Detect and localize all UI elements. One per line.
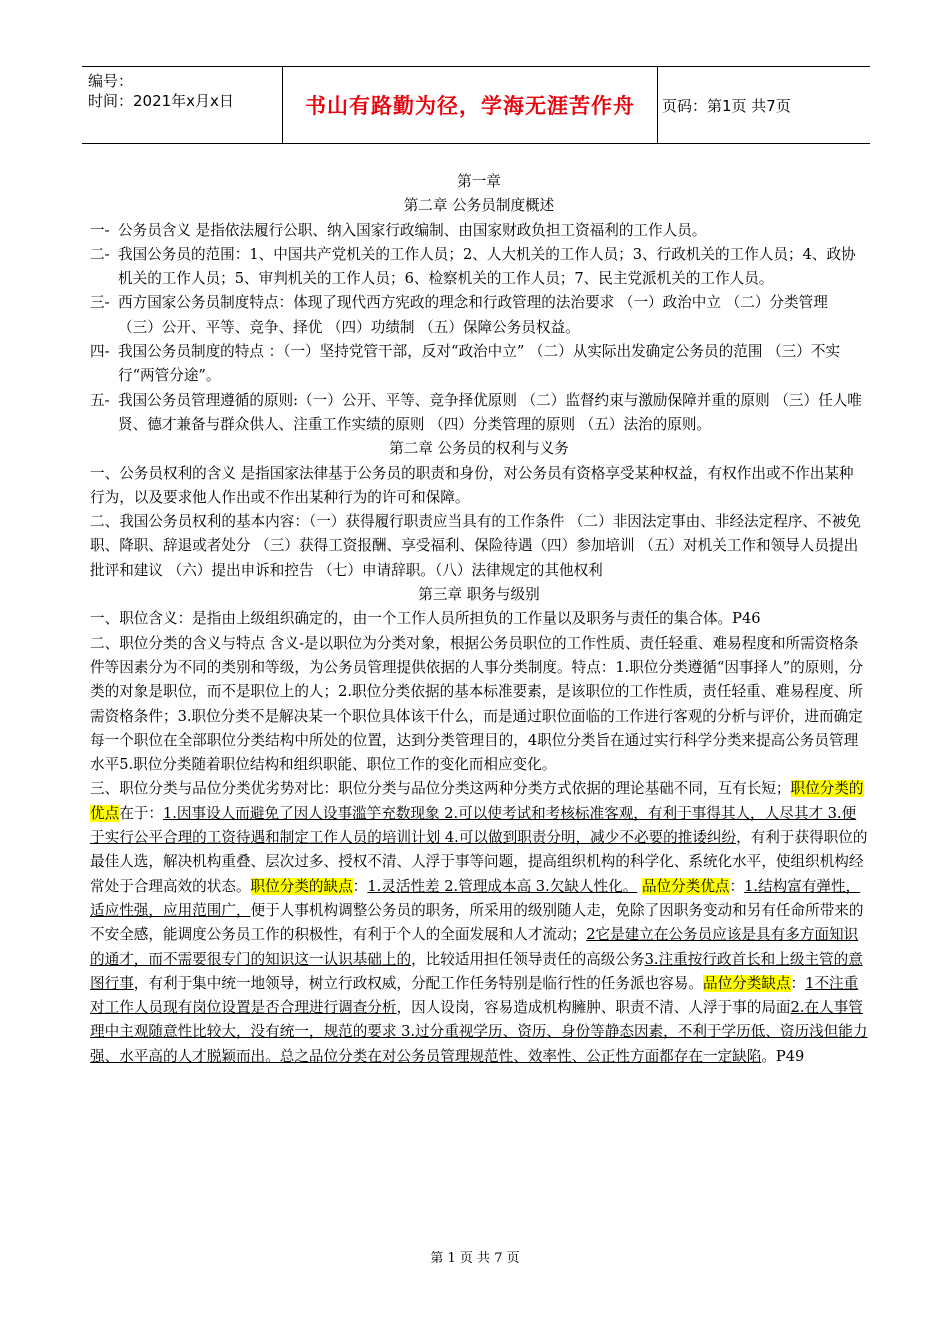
list-item-number: 三-	[90, 294, 110, 312]
text-run: ，有利于获得职位的最佳人选，解决机构重叠、层次过多、授权不清、人浮于事等问题，提高组织机构的科学化、系统化水平，使组织机构经常处于合理高效的状态。	[90, 829, 868, 895]
text-run: 便于人事机构调整公务员的职务，所采用的级别随人走，免除了因职务变动和另有任命所带来的不安全感，能调度公务员工作的积极性，有利于个人的全面发展和人才流动；	[90, 901, 864, 944]
list-item-number: 五-	[90, 391, 110, 409]
text-run: ：	[352, 877, 368, 895]
document-time-label: 时间：2021年x月x日	[88, 92, 234, 110]
underlined-text: 1不注重对工作人员现有岗位设置是否合理进行调查分析	[90, 974, 859, 1017]
document-number-label: 编号：	[88, 72, 134, 90]
chapter-title: 第二章 公务员的权利与义务	[389, 440, 569, 458]
text-run: ，因人设岗，容易造成机构臃肿、职责不清、人浮于事的局面	[396, 999, 791, 1017]
footer-page-number: 第 1 页 共 7 页	[430, 1251, 520, 1266]
text-run: 在于：	[119, 804, 163, 822]
underlined-text: 1.灵活性差 2.管理成本高 3.欠缺人性化。	[367, 877, 638, 895]
document-body	[90, 170, 868, 1069]
underlined-text: 1.因事设人而避免了因人设事滥竽充数现象 2.可以使考试和考核标准客观，有利于事得其人，人尽其才 3.便于实行公平合理的工资待遇和制定工作人员的培训计划 4.可以做到职责分明，减少不必要的推诿纠纷	[90, 804, 857, 847]
text-run: ：	[729, 877, 745, 895]
text-run: 三、职位分类与品位分类优劣势对比：职位分类与品位分类这两种分类方式依据的理论基础不同，互有长短；	[90, 780, 791, 798]
page-footer	[0, 1247, 950, 1266]
list-item-text: 我国公务员管理遵循的原则:（一）公开、平等、竞争择优原则 （二）监督约束与激励保障并重的原则 （三）任人唯贤、德才兼备与群众供人、注重工作实绩的原则 （四）分类管理的原则 （五）法治的原则。	[118, 391, 862, 433]
list-item-number: 二-	[90, 245, 110, 263]
chapter-title: 第三章 职务与级别	[418, 586, 540, 604]
list-item	[90, 340, 868, 389]
chapter-title: 第一章	[457, 173, 501, 190]
highlighted-term: 职位分类的优点	[90, 780, 864, 822]
page-header	[82, 66, 870, 144]
list-item	[90, 243, 868, 292]
text-run: ：	[790, 974, 806, 992]
text-run: 。P49	[761, 1047, 805, 1065]
list-item-number: 一-	[90, 221, 110, 239]
paragraph: 二、我国公务员权利的基本内容：（一）获得履行职责应当具有的工作条件 （二）非因法定事由、非经法定程序、不被免职、降职、辞退或者处分 （三）获得工资报酬、享受福利、保险待遇（四）参加培训 （五）对机关工作和领导人员提出批评和建议 （六）提出申诉和控告 （七）申请辞职。（八）法律规定的其他权利	[90, 513, 861, 579]
underlined-text: 2它是建立在公务员应该是具有多方面知识的通才，而不需要很专门的知识这一认识基础上的	[90, 926, 859, 968]
underlined-text: 3.注重按行政首长和上级主管的意图行事	[90, 950, 863, 992]
highlighted-term: 职位分类的缺点	[250, 877, 353, 895]
page-number-label: 页码：第1页 共7页	[662, 96, 791, 115]
paragraph-comparison	[90, 777, 868, 1069]
list-item-text: 西方国家公务员制度特点：体现了现代西方宪政的理念和行政管理的法治要求 （一）政治中立 （二）分类管理 （三）公开、平等、竞争、择优 （四）功绩制 （五）保障公务员权益。	[118, 294, 828, 336]
list-item-text: 我国公务员制度的特点 ：（一）坚持党管干部，反对“政治中立” （二）从实际出发确定公务员的范围 （三）不实行“两管分途”。	[118, 343, 841, 385]
list-item	[90, 389, 868, 438]
paragraph: 二、职位分类的含义与特点 含义-是以职位为分类对象，根据公务员职位的工作性质、责任轻重、难易程度和所需资格条件等因素分为不同的类别和等级，为公务员管理提供依据的人事分类制度。特点：1.职位分类遵循“因事择人”的原则，分类的对象是职位，而不是职位上的人；2.职位分类依据的基本标准要素，是该职位的工作性质，责任轻重、难易程度、所需资格条件；3.职位分类不是解决某一个职位具体该干什么，而是通过职位面临的工作进行客观的分析与评价，进而确定每一个职位在全部职位分类结构中所处的位置，达到分类管理目的，4职位分类旨在通过实行科学分类来提高公务员管理水平5.职位分类随着职位结构和组织职能、职位工作的变化而相应变化。	[90, 634, 864, 774]
header-motto-cell	[282, 67, 658, 143]
motto-text: 书山有路勤为径，学海无涯苦作舟	[305, 94, 635, 118]
list-item	[90, 219, 868, 243]
highlighted-term: 品位分类优点	[641, 877, 730, 895]
highlighted-term: 品位分类缺点	[702, 974, 791, 992]
underlined-text: 2.在人事管理中主观随意性比较大，没有统一，规范的要求 3.过分重视学历、资历、身份等静态因素，不利于学历低、资历浅但能力强、水平高的人才脱颖而出。总之品位分类在对公务员管理规范性、效率性、公正性方面都存在一定缺陷	[90, 999, 868, 1065]
paragraph: 一、职位含义：是指由上级组织确定的，由一个工作人员所担负的工作量以及职务与责任的集合体。P46	[90, 610, 761, 628]
chapter-title: 第二章 公务员制度概述	[403, 197, 555, 215]
header-meta	[88, 71, 278, 111]
list-item-number: 四-	[90, 343, 110, 361]
header-page-info	[662, 67, 791, 143]
list-item-text: 我国公务员的范围：1、中国共产党机关的工作人员；2、人大机关的工作人员；3、行政机关的工作人员；4、政协机关的工作人员；5、审判机关的工作人员；6、检察机关的工作人员；7、民主党派机关的工作人员。	[118, 245, 856, 288]
paragraph: 一、公务员权利的含义 是指国家法律基于公务员的职责和身份，对公务员有资格享受某种权益，有权作出或不作出某种行为，以及要求他人作出或不作出某种行为的许可和保障。	[90, 464, 854, 506]
text-run: ，有利于集中统一地领导，树立行政权威，分配工作任务特别是临行性的任务派也容易。	[133, 974, 703, 992]
list-item	[90, 291, 868, 340]
underlined-text: 1.结构富有弹性，适应性强，应用范围广，	[90, 877, 861, 919]
list-item-text: 公务员含义 是指依法履行公职、纳入国家行政编制、由国家财政负担工资福利的工作人员。	[118, 221, 707, 239]
text-run: ，比较适用担任领导责任的高级公务	[411, 950, 645, 968]
